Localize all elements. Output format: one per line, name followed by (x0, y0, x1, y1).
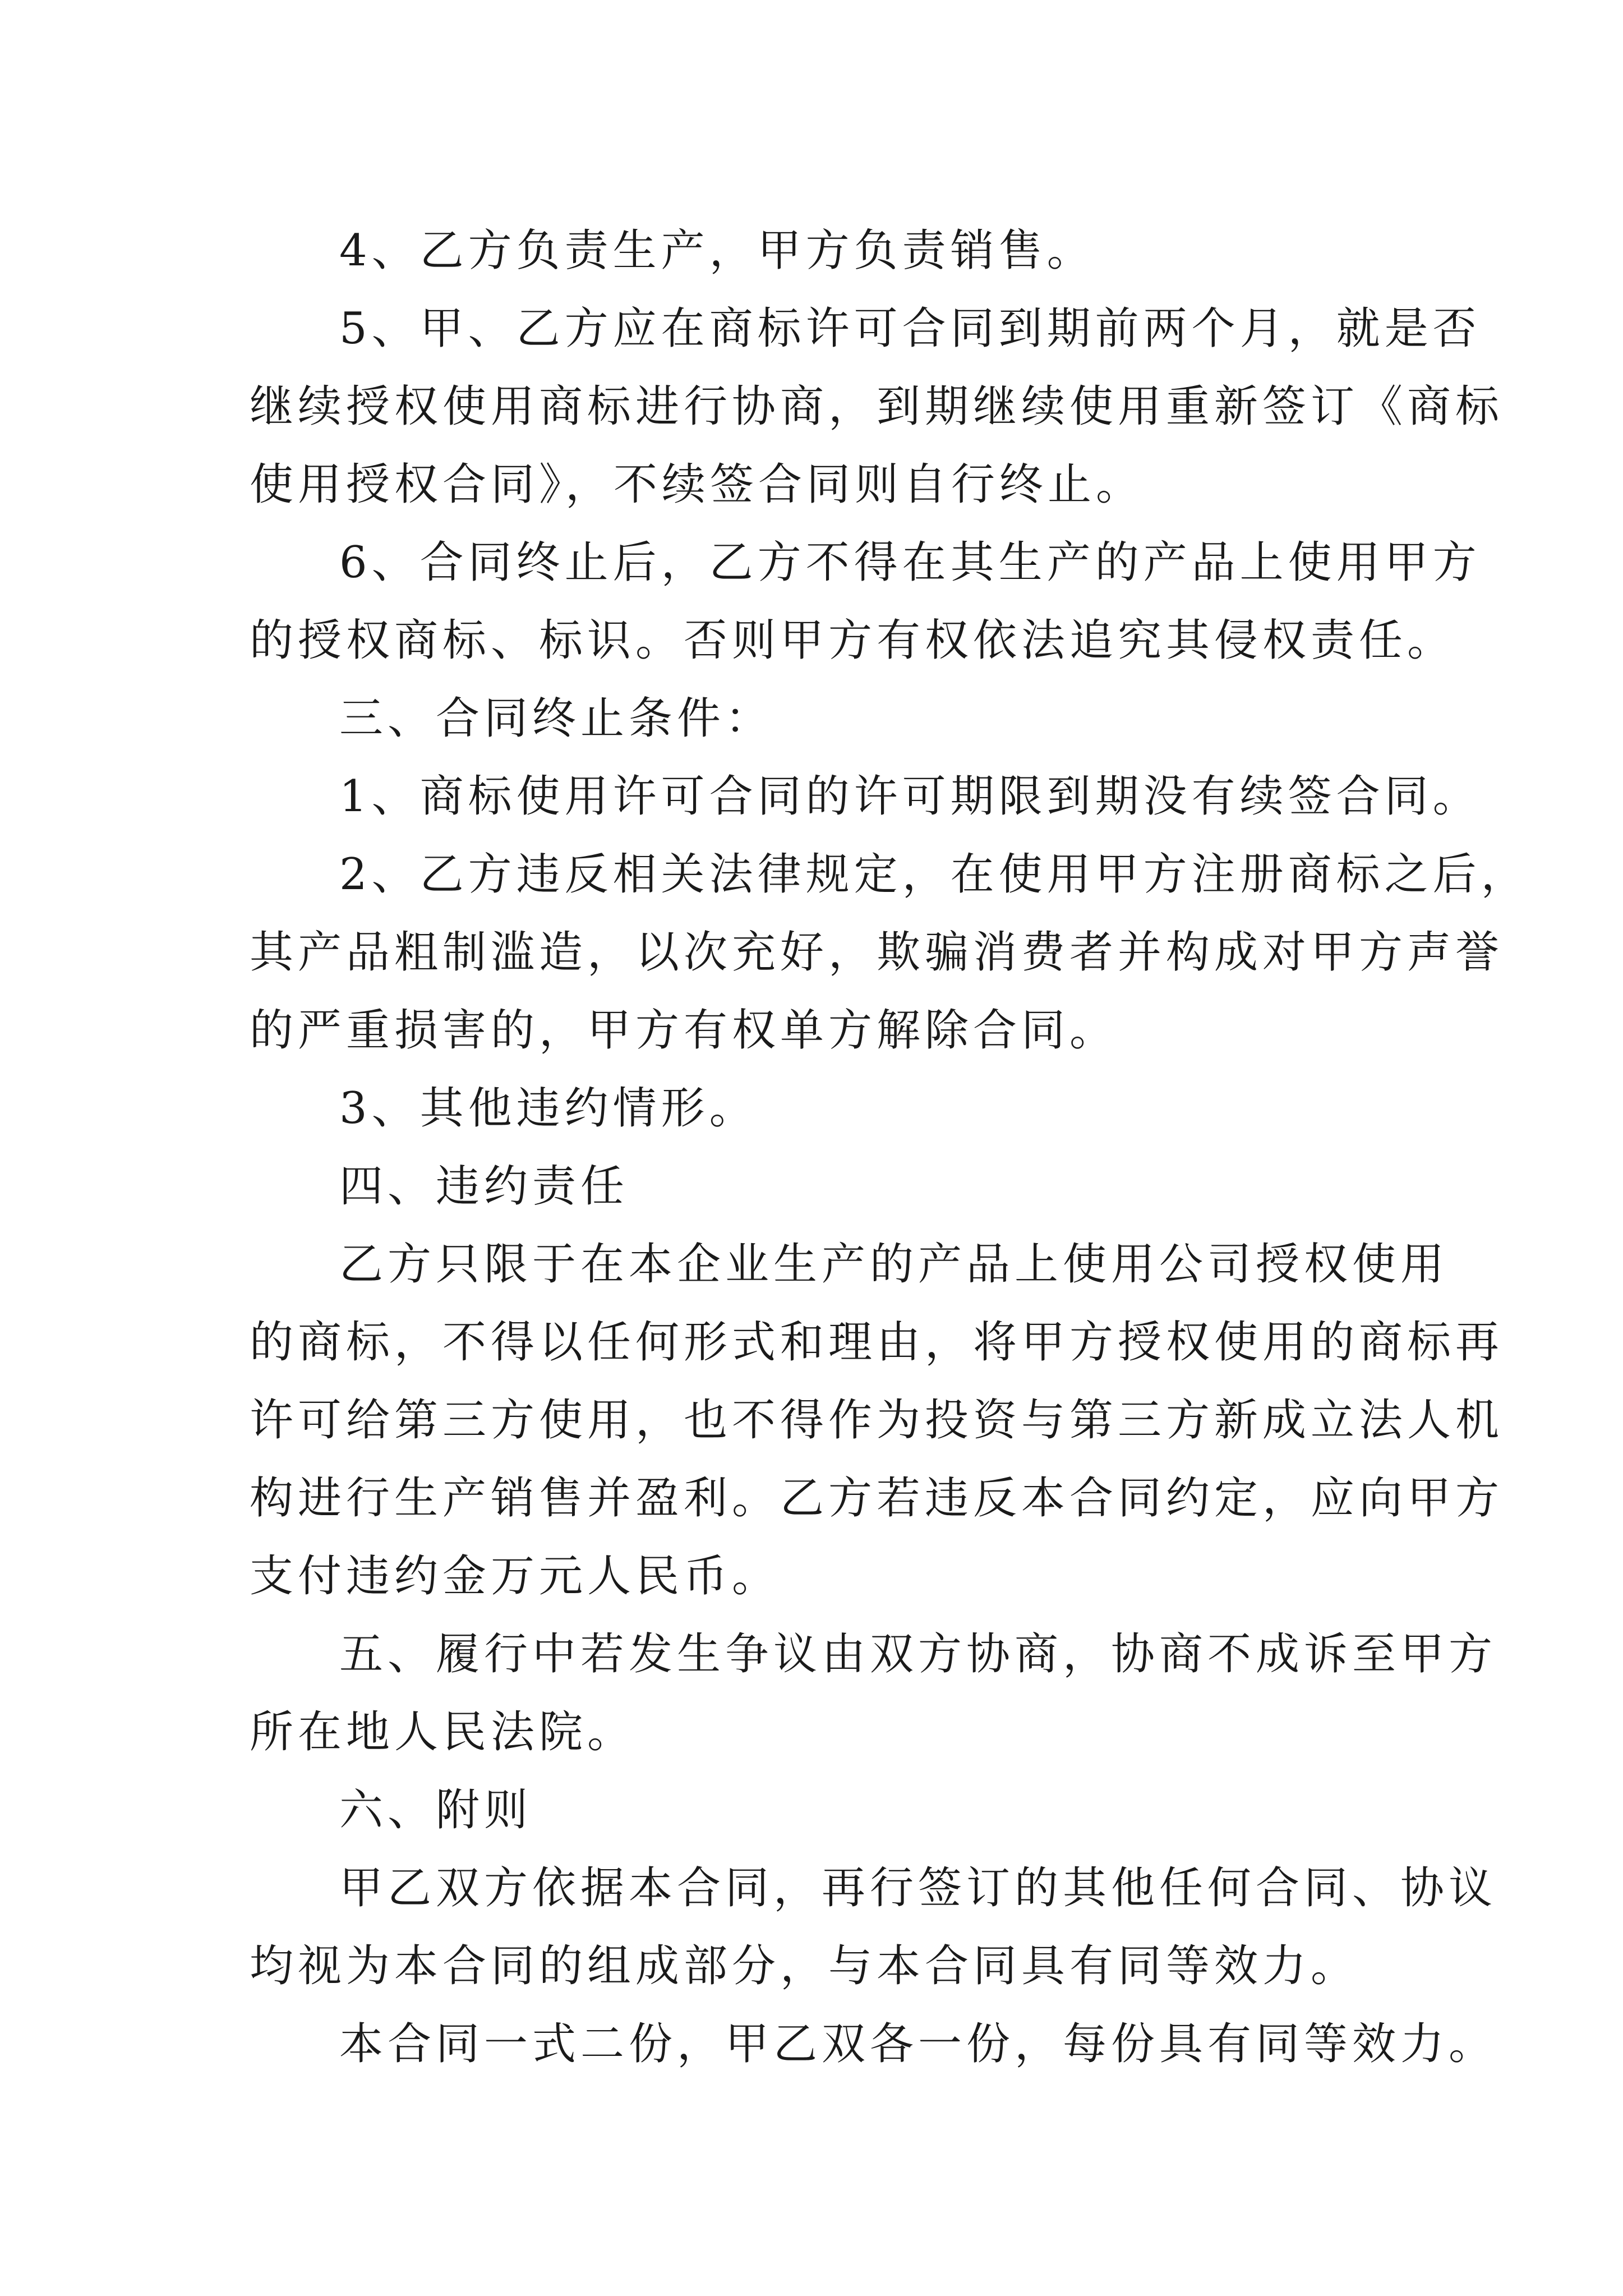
text-line: 6、合同终止后，乙方不得在其生产的产品上使用甲方 (339, 537, 1481, 588)
paragraph (250, 836, 1529, 1070)
paragraph (250, 1070, 1388, 1148)
paragraph (250, 1226, 1504, 1616)
text-line: 5、甲、乙方应在商标许可合同到期前两个月，就是否 (339, 303, 1481, 354)
paragraph (250, 1849, 1497, 2005)
text-line: 三、合同终止条件： (339, 693, 774, 744)
text-line: 其产品粗制滥造，以次充好，欺骗消费者并构成对甲方声誉 (250, 927, 1504, 978)
text-line: 的严重损害的，甲方有权单方解除合同。 (250, 1005, 1118, 1056)
text-line: 四、违约责任 (339, 1161, 629, 1212)
text-line: 4、乙方负责生产，甲方负责销售。 (339, 226, 1095, 276)
text-line: 的授权商标、标识。否则甲方有权依法追究其侵权责任。 (250, 615, 1456, 666)
section-heading (250, 1772, 1388, 1849)
text-line: 五、履行中若发生争议由双方协商，协商不成诉至甲方 (339, 1629, 1497, 1680)
text-line: 乙方只限于在本企业生产的产品上使用公司授权使用 (339, 1239, 1449, 1290)
text-line: 1、商标使用许可合同的许可期限到期没有续签合同。 (339, 771, 1481, 822)
text-line: 六、附则 (339, 1785, 533, 1835)
text-line: 继续授权使用商标进行协商，到期继续使用重新签订《商标 (250, 381, 1504, 432)
paragraph (250, 212, 1388, 290)
section-heading (250, 680, 1388, 758)
text-line: 甲乙双方依据本合同，再行签订的其他任何合同、协议 (339, 1863, 1497, 1913)
text-line: 本合同一式二份，甲乙双各一份，每份具有同等效力。 (339, 2019, 1497, 2069)
paragraph (250, 1616, 1497, 1772)
section-heading (250, 1148, 1388, 1226)
text-line: 许可给第三方使用，也不得作为投资与第三方新成立法人机 (250, 1395, 1504, 1446)
text-line: 支付违约金万元人民币。 (250, 1551, 781, 1602)
text-line: 均视为本合同的组成部分，与本合同具有同等效力。 (250, 1941, 1359, 1991)
text-line: 的商标，不得以任何形式和理由，将甲方授权使用的商标再 (250, 1317, 1504, 1368)
text-line: 3、其他违约情形。 (339, 1083, 758, 1134)
text-line: 使用授权合同》，不续签合同则自行终止。 (250, 459, 1145, 510)
paragraph (250, 2005, 1497, 2083)
text-line: 构进行生产销售并盈利。乙方若违反本合同约定，应向甲方 (250, 1473, 1504, 1524)
paragraph (250, 524, 1481, 680)
paragraph (250, 758, 1481, 836)
document-body (250, 212, 1529, 2083)
text-line: 所在地人民法院。 (250, 1707, 636, 1757)
text-line: 2、乙方违反相关法律规定，在使用甲方注册商标之后， (339, 849, 1529, 900)
paragraph (250, 290, 1504, 524)
